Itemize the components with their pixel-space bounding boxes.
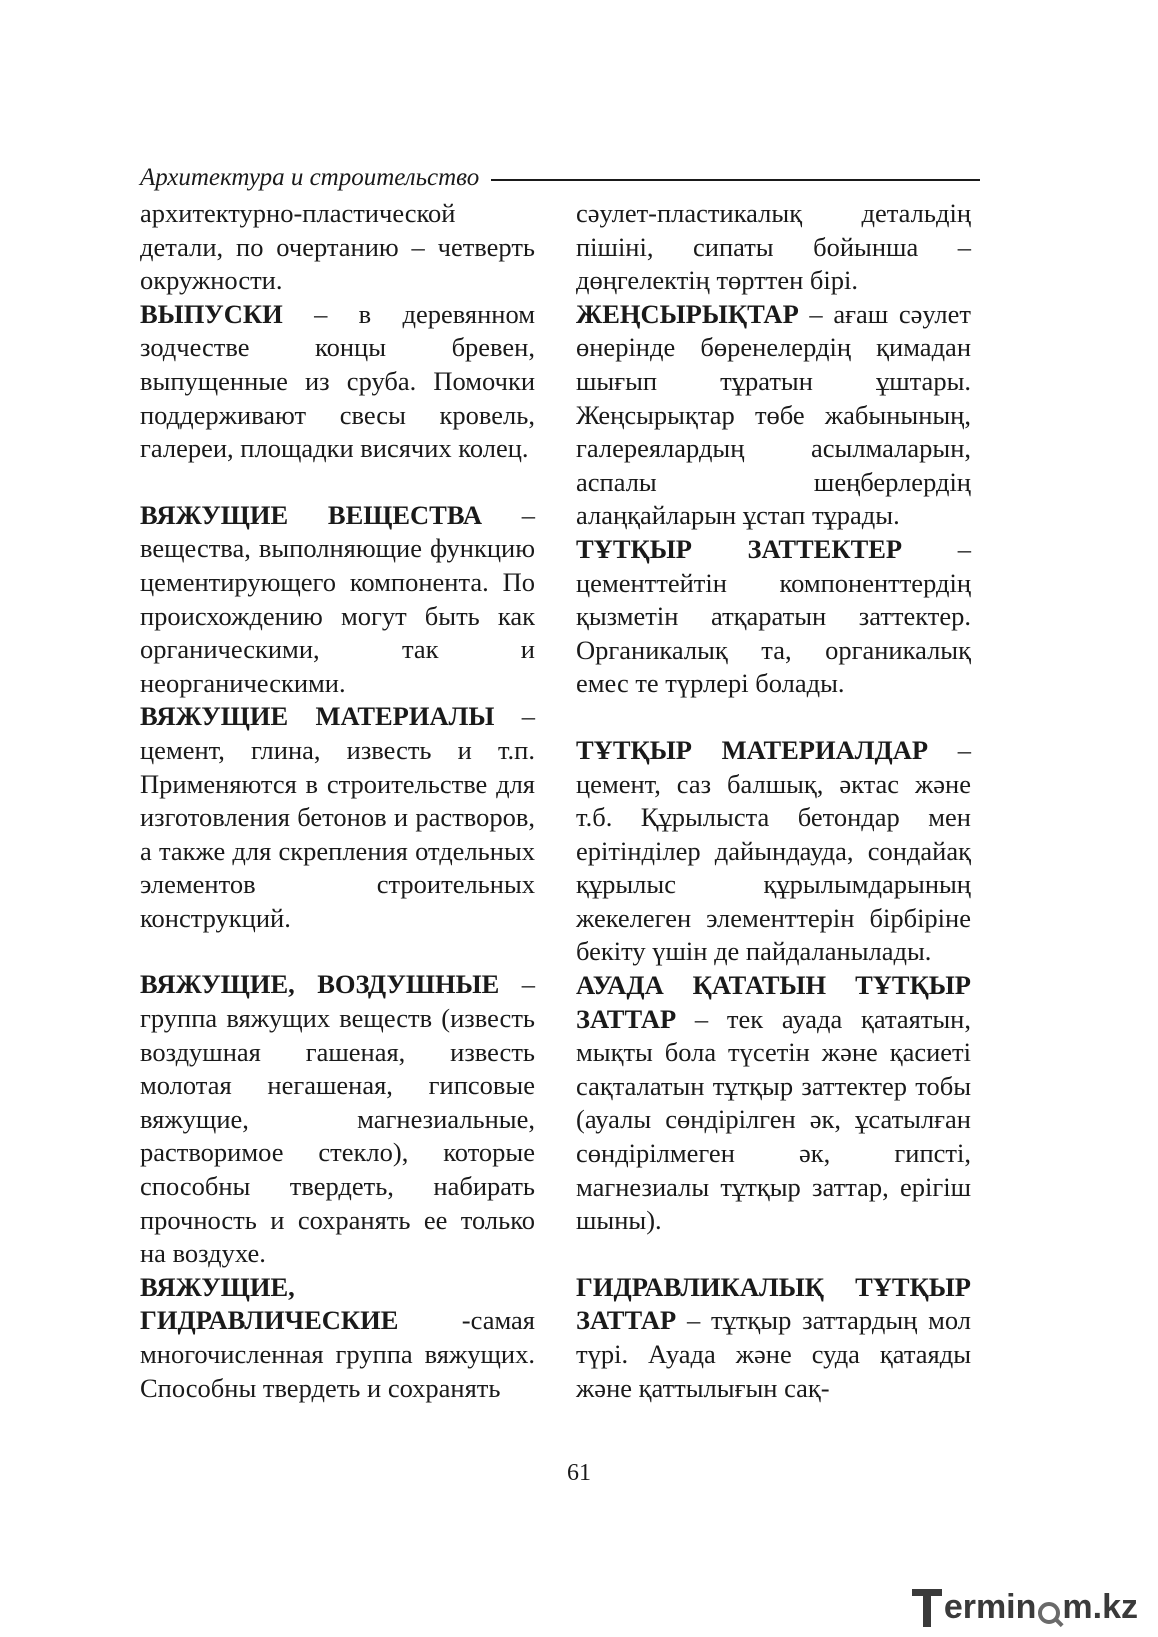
entry-vyazhushchie-veshchestva [140, 499, 535, 701]
entry-text: -самая многочисленная группа вяжущих. Способны твердеть и сохранять [140, 1305, 535, 1403]
watermark-text-start: ermin [943, 1588, 1037, 1626]
entry-term: ВЯЖУЩИЕ МАТЕРИАЛЫ [140, 701, 495, 732]
left-column-russian [140, 197, 535, 1405]
entry-text: – группа вяжущих веществ (известь воздушная гашеная, известь молотая негашеная, гипсовые вяжущие, магнезиальные, растворимое стекло), которые способны твердеть, набирать прочность и сохранять ее только на воздухе. [140, 969, 536, 1269]
page-number: 61 [567, 1460, 591, 1486]
entry-term: ВЯЖУЩИЕ, ГИДРАВЛИЧЕСКИЕ [140, 1271, 399, 1336]
right-column-kazakh [576, 197, 971, 1405]
entry-text: сәулет-пластикалық детальдің пішіні, сипаты бойынша – дөңгелектің төрттен бірі. [576, 198, 971, 296]
running-title: Архитектура и строительство [140, 164, 480, 191]
entry-text: – тек ауада қатаятын, мықты бола түсетін және қасиеті сақталатын тұтқыр заттектер тобы (ауалы сөндірілген әк, ұсатылған сөндірілмеген әк, гипсті, магнезиалы тұтқыр заттар, ерігіш шыны). [576, 1003, 971, 1236]
entry-tutkyr-zattekter [576, 533, 971, 701]
header-rule [491, 179, 980, 181]
entry-text: – цемент, глина, известь и т.п. Применяются в строительстве для изготовления бетонов и растворов, а также для скрепления отдельных элементов строительных конструкций. [140, 701, 535, 933]
entry-term: ТҰТҚЫР МАТЕРИАЛДАР [576, 734, 929, 765]
t-logo-icon [912, 1589, 942, 1627]
entry-term: ГИДРАВЛИКАЛЫҚ ТҰТҚЫР ЗАТТАР [576, 1271, 971, 1336]
entry-continuation [140, 197, 535, 298]
entry-continuation [576, 197, 971, 298]
entry-tutkyr-materialdar [576, 734, 971, 969]
entry-vyazhushchie-gidravlicheskie [140, 1271, 535, 1405]
magnifier-icon [1038, 1602, 1060, 1624]
entry-zhensyryktar [576, 298, 971, 533]
entry-text: архитектурно-пластической детали, по очертанию – четверть окружности. [140, 198, 535, 296]
entry-vyazhushchie-materialy [140, 700, 535, 935]
entry-text: – цемент, саз балшық, әктас және т.б. Құрылыста бетондар мен ерітінділер дайындауда, сондайақ құрылыс құрылымдарының жекелеген элементтерін бірбіріне бекіту үшін де пайдаланылады. [576, 734, 972, 967]
watermark-text-end: m.kz [1062, 1588, 1138, 1626]
entry-vyazhushchie-vozdushnye [140, 968, 535, 1270]
entry-term: ВЯЖУЩИЕ, ВОЗДУШНЫЕ [140, 969, 500, 1000]
entry-term: ВЯЖУЩИЕ ВЕЩЕСТВА [140, 499, 482, 530]
running-header [140, 160, 980, 196]
entry-text: – цементтейтін компоненттердің қызметін атқаратын заттектер. Органикалық та, органикалық емес те түрлері болады. [576, 533, 971, 699]
entry-gidravlikalyk [576, 1271, 971, 1405]
entry-term: ВЫПУСКИ [140, 298, 283, 329]
termincom-watermark [912, 1588, 1138, 1627]
entry-term: АУАДА ҚАТАТЫН ТҰТҚЫР ЗАТТАР [576, 970, 971, 1034]
entry-vypuski [140, 298, 535, 466]
entry-auada-katatyn [576, 969, 971, 1238]
entry-text: – в деревянном зодчестве концы бревен, выпущенные из сруба. Помочки поддерживают свесы кровель, галереи, площадки висячих колец. [140, 298, 535, 464]
entry-term: ЖЕҢСЫРЫҚТАР [576, 298, 799, 329]
entry-text: – вещества, выполняющие функцию цементирующего компонента. По происхождению могут быть как органическими, так и неорганическими. [140, 499, 535, 698]
entry-text: – ағаш сәулет өнерінде бөренелердің қимадан шығып тұратын ұштары. Жеңсырықтар төбе жабынының, галереялардың асылмаларын, аспалы шеңберлердің алаңқайларын ұстап тұрады. [576, 298, 971, 531]
entry-text: – тұтқыр заттардың мол түрі. Ауада және суда қатаяды және қаттылығын сақ- [576, 1305, 971, 1403]
entry-term: ТҰТҚЫР ЗАТТЕКТЕР [576, 533, 903, 564]
